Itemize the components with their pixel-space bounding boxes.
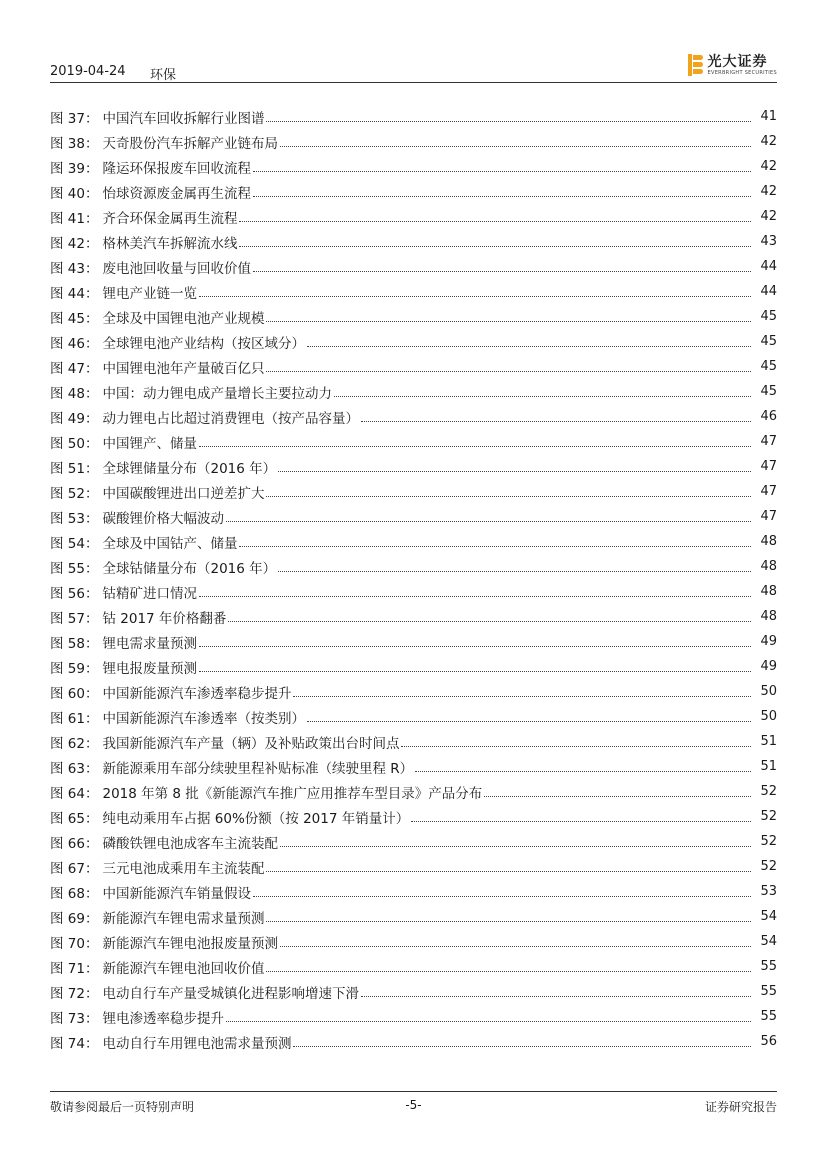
toc-figure-number: 图 49：	[50, 410, 99, 427]
toc-dot-leader	[280, 946, 751, 947]
toc-figure-title: 全球及中国锂电池产业规模	[102, 310, 265, 327]
toc-dot-leader	[266, 121, 751, 122]
toc-figure-number: 图 48：	[50, 385, 99, 402]
toc-entry[interactable]	[50, 904, 777, 929]
toc-figure-number: 图 70：	[50, 935, 99, 952]
toc-page-number: 48	[760, 534, 777, 549]
footer-doc-type: 证券研究报告	[704, 1100, 777, 1114]
toc-entry[interactable]	[50, 854, 777, 879]
toc-figure-title: 全球锂储量分布（2016 年）	[102, 460, 277, 477]
toc-entry-label	[50, 682, 293, 702]
toc-figure-number: 图 71：	[50, 960, 99, 977]
toc-dot-leader	[266, 871, 751, 872]
toc-figure-title: 中国：动力锂电成产量增长主要拉动力	[102, 385, 332, 402]
toc-dot-leader	[278, 471, 751, 472]
toc-entry-label	[50, 607, 228, 627]
toc-entry-label	[50, 157, 253, 177]
toc-page-number: 48	[760, 559, 777, 574]
toc-page-number: 42	[760, 184, 777, 199]
toc-entry-label	[50, 282, 199, 302]
toc-figure-number: 图 57：	[50, 610, 99, 627]
toc-entry[interactable]	[50, 179, 777, 204]
toc-entry[interactable]	[50, 204, 777, 229]
toc-dot-leader	[199, 296, 751, 297]
toc-entry[interactable]	[50, 304, 777, 329]
toc-figure-title: 废电池回收量与回收价值	[102, 260, 251, 277]
logo-mark-icon	[688, 54, 704, 76]
toc-page-number: 49	[760, 659, 777, 674]
logo-english-text: EVERBRIGHT SECURITIES	[707, 69, 777, 76]
toc-figure-number: 图 67：	[50, 860, 99, 877]
toc-dot-leader	[253, 271, 751, 272]
toc-dot-leader	[278, 571, 751, 572]
toc-page-number: 45	[760, 334, 777, 349]
toc-figure-title: 中国新能源汽车渗透率（按类别）	[102, 710, 305, 727]
footer-disclaimer: 敬请参阅最后一页特别声明	[50, 1100, 195, 1114]
toc-dot-leader	[307, 346, 751, 347]
toc-entry[interactable]	[50, 929, 777, 954]
toc-page-number: 45	[760, 309, 777, 324]
logo-chinese-text: 光大证券	[707, 53, 768, 70]
toc-entry-label	[50, 407, 361, 427]
toc-dot-leader	[266, 971, 751, 972]
toc-dot-leader	[293, 1046, 751, 1047]
toc-figure-title: 新能源汽车锂电池报废量预测	[102, 935, 278, 952]
toc-figure-number: 图 68：	[50, 885, 99, 902]
toc-page-number: 41	[760, 109, 777, 124]
toc-entry-label	[50, 1032, 293, 1052]
toc-entry[interactable]	[50, 529, 777, 554]
toc-dot-leader	[266, 921, 751, 922]
toc-entry-label	[50, 957, 266, 977]
toc-dot-leader	[361, 996, 751, 997]
toc-dot-leader	[280, 846, 751, 847]
toc-entry[interactable]	[50, 329, 777, 354]
toc-entry[interactable]	[50, 454, 777, 479]
toc-figure-title: 天奇股份汽车拆解产业链布局	[102, 135, 278, 152]
toc-figure-title: 中国锂电池年产量破百亿只	[102, 360, 265, 377]
toc-page-number: 42	[760, 134, 777, 149]
toc-entry[interactable]	[50, 804, 777, 829]
toc-page-number: 42	[760, 209, 777, 224]
toc-entry[interactable]	[50, 629, 777, 654]
toc-entry[interactable]	[50, 404, 777, 429]
toc-figure-title: 中国汽车回收拆解行业图谱	[102, 110, 265, 127]
page-footer	[50, 1091, 777, 1112]
toc-page-number: 50	[760, 709, 777, 724]
page-header	[50, 52, 777, 83]
toc-dot-leader	[307, 721, 751, 722]
toc-figure-number: 图 63：	[50, 760, 99, 777]
toc-entry[interactable]	[50, 679, 777, 704]
toc-entry-label	[50, 857, 266, 877]
toc-figure-title: 中国新能源汽车销量假设	[102, 885, 251, 902]
toc-figure-title: 中国碳酸锂进出口逆差扩大	[102, 485, 265, 502]
toc-entry[interactable]	[50, 779, 777, 804]
toc-dot-leader	[253, 171, 751, 172]
toc-figure-title: 磷酸铁锂电池成客车主流装配	[102, 835, 278, 852]
toc-entry[interactable]	[50, 129, 777, 154]
toc-dot-leader	[199, 596, 751, 597]
toc-figure-title: 2018 年第 8 批《新能源汽车推广应用推荐车型目录》产品分布	[102, 785, 483, 802]
toc-page-number: 54	[760, 909, 777, 924]
toc-entry[interactable]	[50, 754, 777, 779]
toc-figure-number: 图 66：	[50, 835, 99, 852]
toc-entry[interactable]	[50, 479, 777, 504]
toc-dot-leader	[199, 671, 751, 672]
toc-figure-number: 图 38：	[50, 135, 99, 152]
toc-page-number: 47	[760, 434, 777, 449]
toc-figure-title: 全球锂电池产业结构（按区域分）	[102, 335, 305, 352]
toc-entry-label	[50, 182, 253, 202]
toc-entry-label	[50, 757, 415, 777]
toc-figure-number: 图 58：	[50, 635, 99, 652]
toc-figure-number: 图 50：	[50, 435, 99, 452]
toc-figure-number: 图 43：	[50, 260, 99, 277]
toc-entry[interactable]	[50, 279, 777, 304]
toc-entry-label	[50, 457, 278, 477]
toc-entry-label	[50, 882, 253, 902]
toc-dot-leader	[334, 396, 751, 397]
toc-figure-number: 图 60：	[50, 685, 99, 702]
toc-figure-number: 图 42：	[50, 235, 99, 252]
toc-figure-number: 图 37：	[50, 110, 99, 127]
toc-entry[interactable]	[50, 1004, 777, 1029]
toc-entry[interactable]	[50, 104, 777, 129]
toc-entry-label	[50, 732, 401, 752]
toc-page-number: 50	[760, 684, 777, 699]
toc-page-number: 52	[760, 784, 777, 799]
toc-entry[interactable]	[50, 579, 777, 604]
toc-figure-title: 锂电产业链一览	[102, 285, 197, 302]
toc-entry[interactable]	[50, 154, 777, 179]
toc-figure-title: 全球及中国钴产、储量	[102, 535, 238, 552]
toc-entry[interactable]	[50, 554, 777, 579]
toc-entry[interactable]	[50, 829, 777, 854]
toc-figure-number: 图 56：	[50, 585, 99, 602]
toc-entry-label	[50, 707, 307, 727]
toc-page-number: 53	[760, 884, 777, 899]
toc-entry-label	[50, 832, 280, 852]
toc-page-number: 51	[760, 759, 777, 774]
toc-dot-leader	[253, 196, 751, 197]
toc-page-number: 56	[760, 1034, 777, 1049]
toc-entry[interactable]	[50, 229, 777, 254]
toc-entry[interactable]	[50, 979, 777, 1004]
toc-figure-number: 图 52：	[50, 485, 99, 502]
toc-page-number: 54	[760, 934, 777, 949]
toc-figure-title: 三元电池成乘用车主流装配	[102, 860, 265, 877]
toc-entry-label	[50, 382, 334, 402]
toc-figure-title: 新能源汽车锂电需求量预测	[102, 910, 265, 927]
toc-entry-label	[50, 357, 266, 377]
toc-entry[interactable]	[50, 429, 777, 454]
toc-figure-title: 我国新能源汽车产量（辆）及补贴政策出台时间点	[102, 735, 400, 752]
toc-figure-title: 电动自行车产量受城镇化进程影响增速下滑	[102, 985, 359, 1002]
toc-figure-number: 图 53：	[50, 510, 99, 527]
toc-page-number: 49	[760, 634, 777, 649]
toc-figure-number: 图 54：	[50, 535, 99, 552]
toc-entry-label	[50, 532, 239, 552]
toc-entry-label	[50, 1007, 226, 1027]
toc-entry[interactable]	[50, 254, 777, 279]
toc-entry-label	[50, 507, 226, 527]
toc-entry[interactable]	[50, 1029, 777, 1054]
toc-dot-leader	[253, 896, 751, 897]
toc-figure-title: 钴精矿进口情况	[102, 585, 197, 602]
toc-entry[interactable]	[50, 654, 777, 679]
toc-page-number: 55	[760, 1009, 777, 1024]
toc-entry-label	[50, 307, 266, 327]
toc-figure-number: 图 59：	[50, 660, 99, 677]
toc-entry[interactable]	[50, 704, 777, 729]
toc-page-number: 43	[760, 234, 777, 249]
toc-figure-title: 中国锂产、储量	[102, 435, 197, 452]
toc-page-number: 47	[760, 459, 777, 474]
toc-dot-leader	[226, 1021, 751, 1022]
toc-figure-title: 动力锂电占比超过消费锂电（按产品容量）	[102, 410, 359, 427]
toc-dot-leader	[361, 421, 751, 422]
report-sector: 环保	[150, 68, 177, 83]
toc-entry-label	[50, 932, 280, 952]
toc-figure-number: 图 41：	[50, 210, 99, 227]
toc-figure-number: 图 46：	[50, 335, 99, 352]
report-date: 2019-04-24	[50, 64, 126, 79]
toc-figure-number: 图 45：	[50, 310, 99, 327]
toc-figure-number: 图 65：	[50, 810, 99, 827]
toc-entry-label	[50, 432, 199, 452]
toc-figure-title: 碳酸锂价格大幅波动	[102, 510, 224, 527]
toc-page-number: 51	[760, 734, 777, 749]
toc-page-number: 52	[760, 859, 777, 874]
toc-dot-leader	[415, 771, 751, 772]
toc-figure-title: 纯电动乘用车占据 60%份额（按 2017 年销量计）	[102, 810, 410, 827]
toc-entry[interactable]	[50, 729, 777, 754]
toc-dot-leader	[266, 496, 751, 497]
toc-entry-label	[50, 482, 266, 502]
toc-dot-leader	[199, 446, 751, 447]
toc-figure-title: 锂电报废量预测	[102, 660, 197, 677]
toc-page-number: 45	[760, 359, 777, 374]
toc-entry-label	[50, 332, 307, 352]
toc-entry-label	[50, 107, 266, 127]
toc-entry-label	[50, 582, 199, 602]
toc-page-number: 42	[760, 159, 777, 174]
toc-figure-title: 隆运环保报废车回收流程	[102, 160, 251, 177]
toc-page-number: 48	[760, 609, 777, 624]
toc-entry-label	[50, 232, 239, 252]
toc-dot-leader	[226, 521, 751, 522]
toc-figure-number: 图 55：	[50, 560, 99, 577]
toc-dot-leader	[293, 696, 751, 697]
toc-figure-number: 图 61：	[50, 710, 99, 727]
toc-figure-number: 图 40：	[50, 185, 99, 202]
toc-entry[interactable]	[50, 504, 777, 529]
toc-page-number: 55	[760, 959, 777, 974]
toc-entry-label	[50, 907, 266, 927]
toc-figure-number: 图 62：	[50, 735, 99, 752]
toc-dot-leader	[411, 821, 751, 822]
toc-dot-leader	[280, 146, 751, 147]
toc-figure-number: 图 73：	[50, 1010, 99, 1027]
toc-dot-leader	[484, 796, 751, 797]
toc-page-number: 48	[760, 584, 777, 599]
toc-figure-number: 图 47：	[50, 360, 99, 377]
toc-page-number: 52	[760, 809, 777, 824]
toc-page-number: 44	[760, 259, 777, 274]
toc-figure-title: 锂电渗透率稳步提升	[102, 1010, 224, 1027]
toc-page-number: 52	[760, 834, 777, 849]
toc-figure-title: 新能源乘用车部分续驶里程补贴标准（续驶里程 R）	[102, 760, 414, 777]
toc-figure-number: 图 64：	[50, 785, 99, 802]
toc-dot-leader	[401, 746, 751, 747]
toc-entry-label	[50, 557, 278, 577]
toc-figure-title: 齐合环保金属再生流程	[102, 210, 238, 227]
toc-page-number: 47	[760, 484, 777, 499]
toc-figure-title: 钴 2017 年价格翻番	[102, 610, 227, 627]
toc-entry[interactable]	[50, 879, 777, 904]
toc-dot-leader	[239, 221, 751, 222]
toc-dot-leader	[266, 371, 751, 372]
toc-entry-label	[50, 632, 199, 652]
toc-figure-number: 图 44：	[50, 285, 99, 302]
toc-entry-label	[50, 132, 280, 152]
toc-page-number: 47	[760, 509, 777, 524]
toc-entry[interactable]	[50, 954, 777, 979]
toc-figure-number: 图 69：	[50, 910, 99, 927]
toc-figure-title: 怡球资源废金属再生流程	[102, 185, 251, 202]
toc-figure-number: 图 74：	[50, 1035, 99, 1052]
toc-dot-leader	[266, 321, 751, 322]
toc-entry[interactable]	[50, 354, 777, 379]
toc-entry-label	[50, 657, 199, 677]
toc-figure-number: 图 39：	[50, 160, 99, 177]
toc-entry[interactable]	[50, 379, 777, 404]
toc-figure-number: 图 72：	[50, 985, 99, 1002]
toc-figure-number: 图 51：	[50, 460, 99, 477]
figure-index	[50, 104, 777, 1054]
toc-figure-title: 中国新能源汽车渗透率稳步提升	[102, 685, 292, 702]
toc-dot-leader	[199, 646, 751, 647]
toc-figure-title: 锂电需求量预测	[102, 635, 197, 652]
toc-dot-leader	[239, 546, 751, 547]
toc-entry-label	[50, 807, 411, 827]
toc-entry-label	[50, 207, 239, 227]
toc-page-number: 44	[760, 284, 777, 299]
toc-page-number: 45	[760, 384, 777, 399]
toc-figure-title: 新能源汽车锂电池回收价值	[102, 960, 265, 977]
toc-entry-label	[50, 982, 361, 1002]
toc-entry-label	[50, 257, 253, 277]
toc-page-number: 46	[760, 409, 777, 424]
toc-figure-title: 电动自行车用锂电池需求量预测	[102, 1035, 292, 1052]
company-logo	[688, 52, 777, 78]
toc-dot-leader	[239, 246, 751, 247]
toc-figure-title: 全球钴储量分布（2016 年）	[102, 560, 277, 577]
toc-figure-title: 格林美汽车拆解流水线	[102, 235, 238, 252]
toc-entry-label	[50, 782, 484, 802]
toc-dot-leader	[228, 621, 751, 622]
toc-page-number: 55	[760, 984, 777, 999]
footer-page-number: -5-	[405, 1098, 422, 1112]
toc-entry[interactable]	[50, 604, 777, 629]
